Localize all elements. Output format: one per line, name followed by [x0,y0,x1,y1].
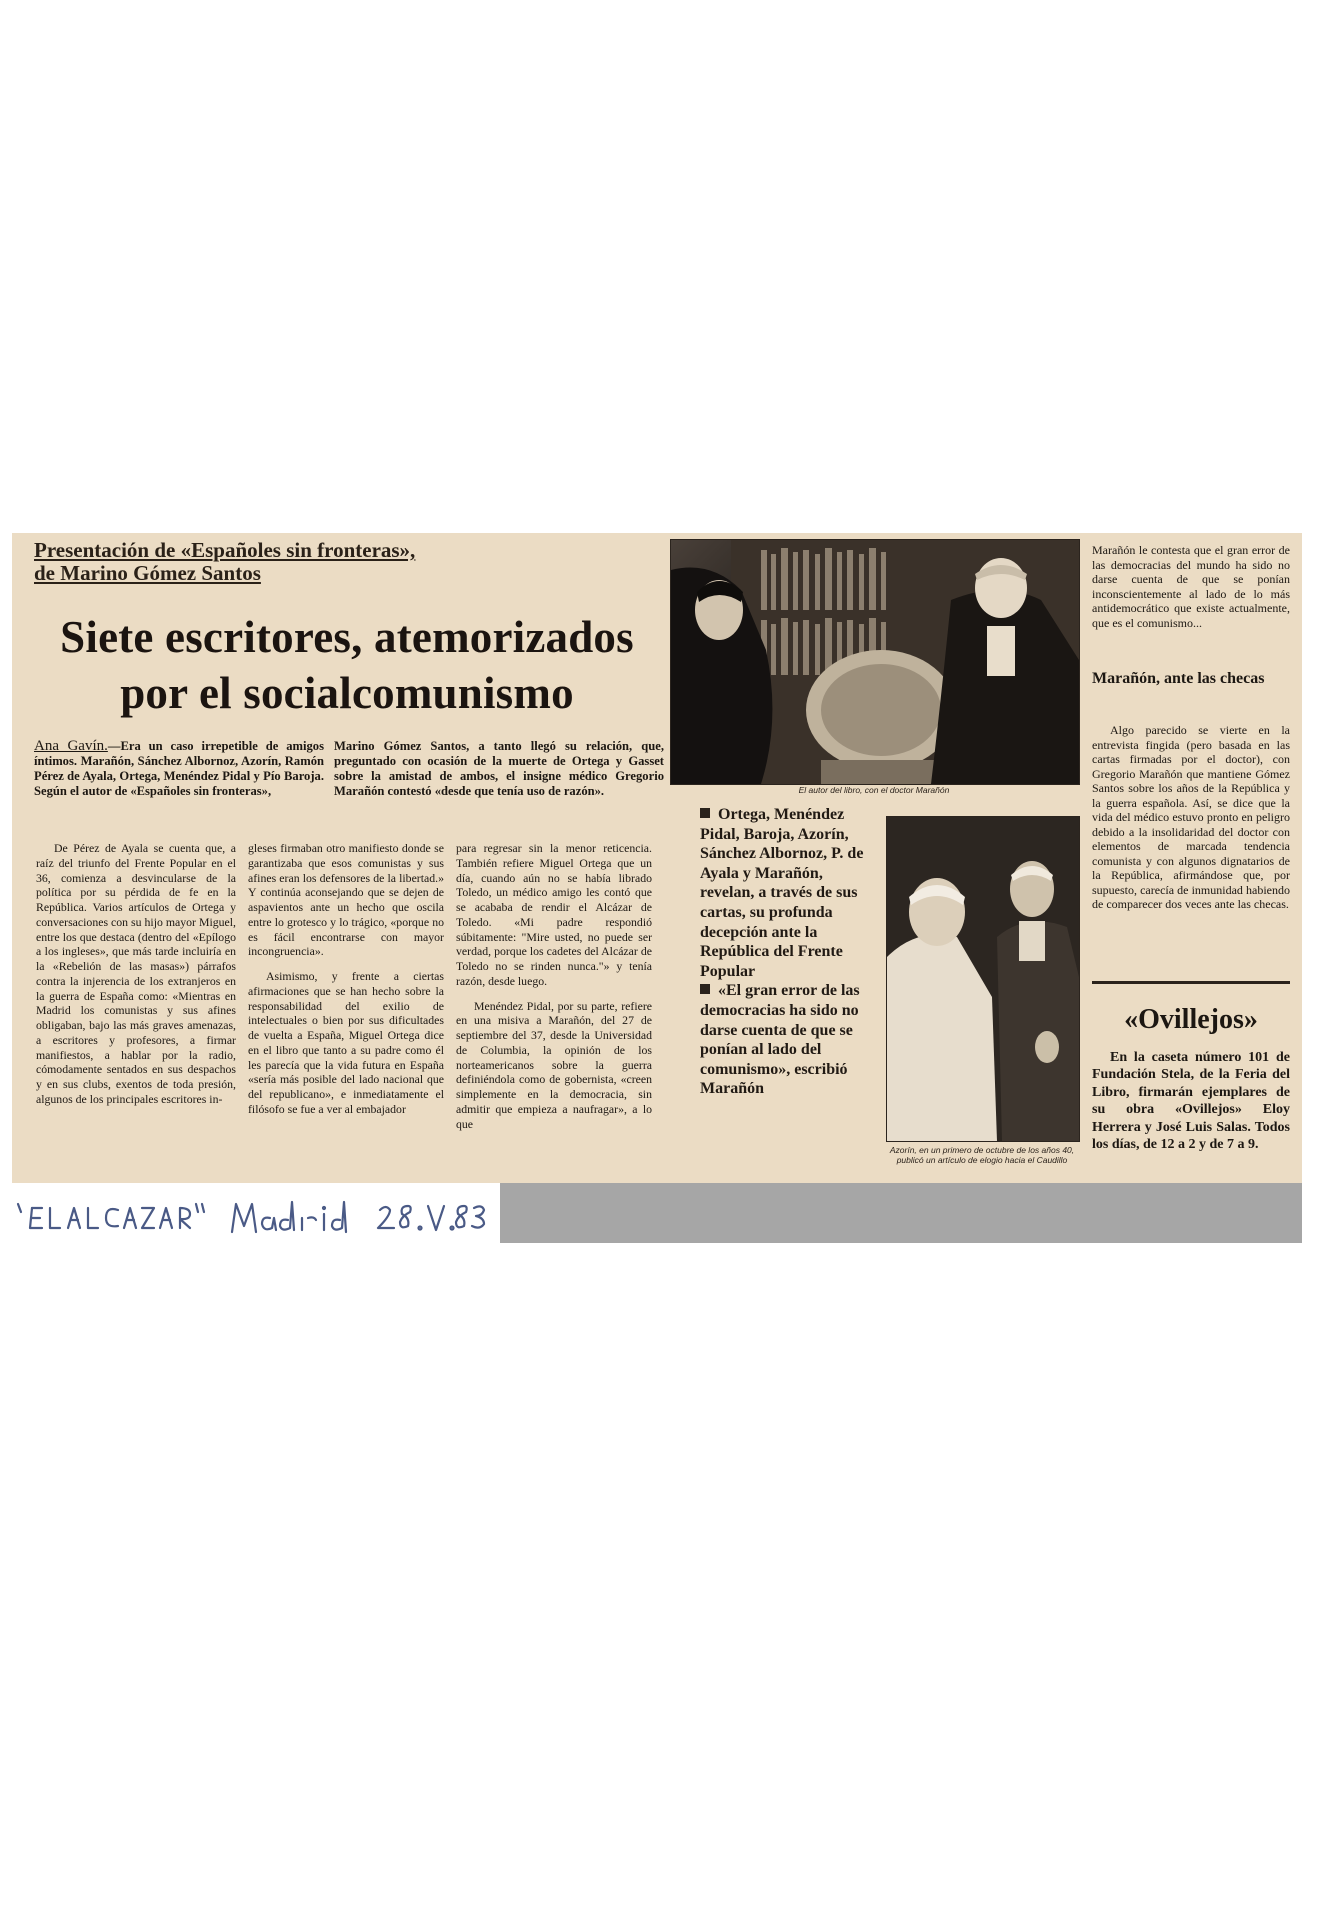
article-headline [32,609,662,721]
photo-illustration [671,540,1079,784]
right-paragraph-2: Algo parecido se vierte en la entrevista fingida (pero basada en las cartas firmadas por el doctor), con Gregorio Marañón que mantiene Gómez Santos sobre los años de la República y la guerra española. Así, se dice que la vida del médico estuvo pronto en peligro debido a la insolidaridad del doctor con elementos de marcada tendencia comunista y con algunos dignatarios de la República, afirmándose que, por supuesto, carecía de inmunidad habiendo de comparecer dos veces ante las checas. [1092,723,1290,911]
byline: Ana Gavín. [34,738,108,754]
photo-illustration-2 [887,817,1079,1141]
photo-azorin [886,816,1080,1142]
sidebar-paragraph: En la caseta número 101 de Fundación Stela, de la Feria del Libro, firmarán ejemplares de su obra «Ovillejos» Eloy Herrera y José Luis Salas. Todos los días, de 12 a 2 y de 7 a 9. [1092,1050,1290,1153]
pullquote-1 [700,805,880,981]
col3-paragraph-1: para regresar sin la menor reticencia. También refiere Miguel Ortega que un día, cuando aún no se había librado Toledo, un médico amigo les contó que se acababa de rendir el Alcázar de Toledo. «Mi padre respondió súbitamente: "Mire usted, no puede ser verdad, porque los cadetes del Alcázar de Toledo no se rinden nunca."» y tenía razón, desde luego. [456,841,652,988]
pullquote-block [700,805,880,1099]
right-column-top [1092,543,1290,630]
col2-paragraph-1: gleses firmaban otro manifiesto donde se garantizaba que esos comunistas y sus afines eran los defensores de la libertad.» Y continúa aconsejando que se dejen de aspavientos ante un hecho que oscila entre lo grotesco y lo trágico, «porque no es fácil encontrarse con mayor incongruencia». [248,841,444,959]
article-kicker [34,539,504,585]
pullquote-1-text: Ortega, Menéndez Pidal, Baroja, Azorín, Sánchez Albornoz, P. de Ayala y Marañón, revelan, a través de sus cartas, su profunda decepción ante la República del Frente Popular [700,806,864,980]
col1-paragraph: De Pérez de Ayala se cuenta que, a raíz del triunfo del Frente Popular en el 36, comienza a desvincularse de la política por su pérdida de fe en la República. Varios artículos de Ortega y conversaciones con su hijo mayor Miguel, entre los que destaca (dentro del «Epílogo a los ingleses», que más tarde incluiría en la «Rebelión de las masas») párrafos contra la injerencia de los extranjeros en la guerra de España como: «Mientras en Madrid los comunistas y sus afines obligaban, bajo las más graves amenazas, a escritores y profesores, a firmar manifiestos, a hablar por la radio, cómodamente sentados en sus despachos y en sus clubs, exentos de toda presión, algunos de los principales escritores in- [36,841,236,1106]
kicker-line-2: de Marino Gómez Santos [34,561,261,585]
pullquote-2 [700,981,880,1099]
sidebar-text [1092,1049,1290,1153]
headline-line-2: por el socialcomunismo [120,668,574,718]
kicker-line-1: Presentación de «Españoles sin fronteras», [34,538,416,562]
photo-2-caption: Azorín, en un primero de octubre de los años 40, publicó un artículo de elogio hacia el Caudillo [889,1145,1075,1165]
scan-gray-bar [500,1183,1302,1243]
lead-text-b: Marino Gómez Santos, a tanto llegó su relación, que, preguntado con ocasión de la muerte de Ortega y Gasset sobre la amistad de ambos, el insigne médico Gregorio Marañón contestó «desde que tenía uso de razón». [334,739,664,798]
newspaper-clipping [12,533,1302,1183]
sidebar-title: «Ovillejos» [1124,1004,1258,1035]
body-column-2 [248,841,444,1117]
col2-paragraph-2: Asimismo, y frente a ciertas afirmaciones que se han hecho sobre la responsabilidad del exilio de intelectuales o bien por sus dificultades de vuelta a España, Miguel Ortega dice en el libro que tanto a su padre como él les parecía que la vida futura en España «sería más posible del lado nacional que del republicano», e inmediatamente el filósofo se fue a ver al embajador [248,969,444,1116]
handwritten-signature-drawing [12,1192,492,1242]
subhead-checas: Marañón, ante las checas [1092,670,1265,687]
right-column-body [1092,723,1290,912]
lead-text-a: —Era un caso irrepetible de amigos íntimos. Marañón, Sánchez Albornoz, Azorín, Ramón Pérez de Ayala, Ortega, Menéndez Pidal y Pío Baroja. Según el autor de «Españoles sin fronteras», [34,739,324,798]
handwritten-source-note [12,1192,512,1242]
square-bullet-icon [700,984,710,994]
pullquote-2-text: «El gran error de las democracias ha sido no darse cuenta de que se ponían al lado del comunismo», escribió Marañón [700,982,860,1098]
body-column-3 [456,841,652,1131]
right-paragraph-1: Marañón le contesta que el gran error de las democracias del mundo ha sido no darse cuenta de que se ponían inconscientemente al lado de lo más antidemocrático que existe actualmente, que es el comunismo... [1092,543,1290,630]
headline-line-1: Siete escritores, atemorizados [60,612,634,662]
col3-paragraph-2: Menéndez Pidal, por su parte, refiere en una misiva a Marañón, del 27 de septiembre del 37, desde la Universidad de Columbia, la opinión de los norteamericanos sobre la guerra definiéndola como de gobernista, «creen simplemente en la democracia, sin admitir que empieza a naufragar», a lo que [456,998,652,1131]
lead-column-2 [334,739,664,799]
photo-1-caption: El autor del libro, con el doctor Marañón [798,785,950,795]
body-column-1 [36,841,236,1107]
lead-column-1 [34,739,324,799]
square-bullet-icon [700,808,710,818]
divider-rule [1092,981,1290,984]
photo-author-with-maranon [670,539,1080,785]
